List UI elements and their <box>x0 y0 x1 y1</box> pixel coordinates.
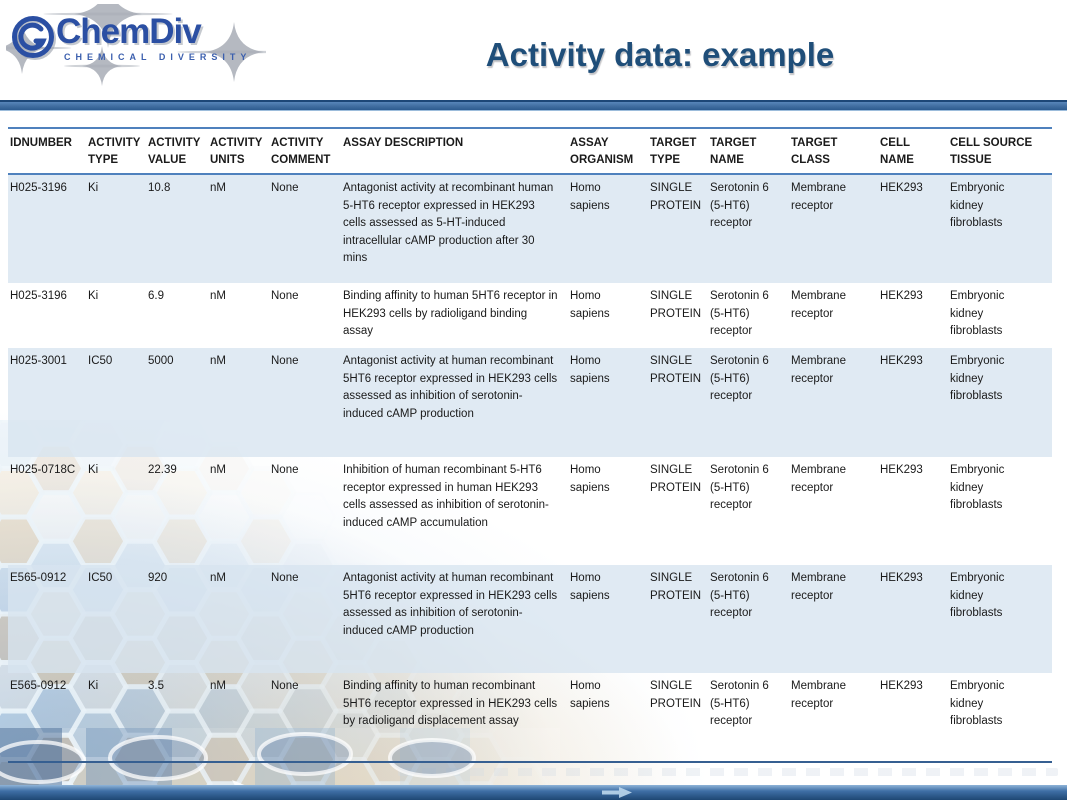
cell-assay_organism: Homo sapiens <box>570 464 610 494</box>
table-row <box>8 175 1052 283</box>
cell-activity_value: 3.5 <box>148 680 164 692</box>
logo-tagline: CHEMICAL DIVERSITY <box>64 52 252 62</box>
cell-activity_comment: None <box>271 182 299 194</box>
cell-activity_value: 6.9 <box>148 290 164 302</box>
cell-assay_organism: Homo sapiens <box>570 572 610 602</box>
cell-target_type: SINGLE PROTEIN <box>650 290 702 320</box>
column-header-activity_comment: ACTIVITY COMMENT <box>271 137 331 166</box>
cell-target_name: Serotonin 6 (5-HT6) receptor <box>710 572 769 619</box>
cell-target_type: SINGLE PROTEIN <box>650 464 702 494</box>
cell-activity_type: Ki <box>88 680 99 692</box>
cell-idnumber: E565-0912 <box>10 680 67 692</box>
cell-activity_type: IC50 <box>88 355 113 367</box>
column-header-activity_type: ACTIVITY TYPE <box>88 137 141 166</box>
cell-target_class: Membrane receptor <box>791 182 846 212</box>
table-row <box>8 565 1052 673</box>
logo-wordmark: ChemDiv <box>56 12 201 51</box>
cell-activity_value: 22.39 <box>148 464 177 476</box>
cell-assay_description: Antagonist activity at recombinant human 5-HT6 receptor expressed in HEK293 cells assessed as 5-HT-induced intracellular cAMP production after 30 mins <box>343 182 554 264</box>
cell-assay_description: Binding affinity to human recombinant 5HT6 receptor expressed in HEK293 cells by radioligand displacement assay <box>343 680 558 727</box>
cell-activity_value: 920 <box>148 572 168 584</box>
activity-table <box>8 127 1052 763</box>
cell-assay_organism: Homo sapiens <box>570 680 610 710</box>
chevron-right-icon <box>600 786 638 799</box>
cell-activity_value: 10.8 <box>148 182 171 194</box>
column-header-idnumber: IDNUMBER <box>10 137 72 149</box>
cell-activity_units: nM <box>210 464 226 476</box>
column-header-activity_value: ACTIVITY VALUE <box>148 137 201 166</box>
cell-assay_organism: Homo sapiens <box>570 182 610 212</box>
cell-assay_description: Antagonist activity at human recombinant 5HT6 receptor expressed in HEK293 cells assessed as inhibition of serotonin-induced cAMP production <box>343 355 558 420</box>
chemdiv-logo <box>6 4 266 100</box>
cell-idnumber: H025-3001 <box>10 355 67 367</box>
cell-cell_name: HEK293 <box>880 290 923 302</box>
cell-idnumber: H025-3196 <box>10 290 67 302</box>
cell-activity_comment: None <box>271 572 299 584</box>
cell-activity_comment: None <box>271 464 299 476</box>
cell-activity_comment: None <box>271 290 299 302</box>
table-row <box>8 348 1052 457</box>
column-header-activity_units: ACTIVITY UNITS <box>210 137 263 166</box>
cell-cell_source_tissue: Embryonic kidney fibroblasts <box>950 572 1005 619</box>
chemdiv-swirl-icon <box>10 14 56 60</box>
column-header-cell_name: CELL NAME <box>880 137 914 166</box>
cell-activity_units: nM <box>210 182 226 194</box>
cell-cell_name: HEK293 <box>880 464 923 476</box>
cell-cell_name: HEK293 <box>880 572 923 584</box>
table-row <box>8 457 1052 565</box>
table-row <box>8 673 1052 761</box>
cell-activity_type: Ki <box>88 182 99 194</box>
cell-target_class: Membrane receptor <box>791 680 846 710</box>
cell-cell_source_tissue: Embryonic kidney fibroblasts <box>950 680 1005 727</box>
cell-target_name: Serotonin 6 (5-HT6) receptor <box>710 182 769 229</box>
cell-idnumber: H025-3196 <box>10 182 67 194</box>
cell-target_class: Membrane receptor <box>791 290 846 320</box>
cell-target_class: Membrane receptor <box>791 572 846 602</box>
cell-activity_units: nM <box>210 355 226 367</box>
page-title: Activity data: example <box>485 36 835 73</box>
cell-activity_units: nM <box>210 572 226 584</box>
cell-target_name: Serotonin 6 (5-HT6) receptor <box>710 355 769 402</box>
cell-target_name: Serotonin 6 (5-HT6) receptor <box>710 680 769 727</box>
cell-cell_name: HEK293 <box>880 182 923 194</box>
cell-cell_name: HEK293 <box>880 680 923 692</box>
cell-assay_organism: Homo sapiens <box>570 290 610 320</box>
cell-activity_comment: None <box>271 680 299 692</box>
cell-assay_description: Binding affinity to human 5HT6 receptor in HEK293 cells by radioligand binding assay <box>343 290 558 337</box>
cell-target_class: Membrane receptor <box>791 355 846 385</box>
cell-target_class: Membrane receptor <box>791 464 846 494</box>
cell-target_type: SINGLE PROTEIN <box>650 355 702 385</box>
table-row <box>8 283 1052 348</box>
cell-activity_units: nM <box>210 290 226 302</box>
cell-cell_name: HEK293 <box>880 355 923 367</box>
cell-cell_source_tissue: Embryonic kidney fibroblasts <box>950 182 1005 229</box>
cell-target_type: SINGLE PROTEIN <box>650 182 702 212</box>
cell-activity_units: nM <box>210 680 226 692</box>
cell-assay_description: Antagonist activity at human recombinant 5HT6 receptor expressed in HEK293 cells assessed as inhibition of serotonin-induced cAMP production <box>343 572 558 637</box>
cell-target_type: SINGLE PROTEIN <box>650 572 702 602</box>
column-header-target_type: TARGET TYPE <box>650 137 697 166</box>
top-divider-bar <box>0 100 1067 111</box>
table-header-row <box>8 129 1052 175</box>
cell-activity_value: 5000 <box>148 355 174 367</box>
cell-assay_description: Inhibition of human recombinant 5-HT6 receptor expressed in human HEK293 cells assessed as inhibition of serotonin-induced cAMP accumulation <box>343 464 549 529</box>
cell-idnumber: H025-0718C <box>10 464 76 476</box>
cell-target_name: Serotonin 6 (5-HT6) receptor <box>710 290 769 337</box>
cell-target_name: Serotonin 6 (5-HT6) receptor <box>710 464 769 511</box>
column-header-assay_description: ASSAY DESCRIPTION <box>343 137 464 149</box>
column-header-assay_organism: ASSAY ORGANISM <box>570 137 634 166</box>
bottom-divider-bar <box>0 785 1067 800</box>
cell-activity_type: Ki <box>88 464 99 476</box>
column-header-target_class: TARGET CLASS <box>791 137 838 166</box>
cell-cell_source_tissue: Embryonic kidney fibroblasts <box>950 290 1005 337</box>
cell-activity_type: Ki <box>88 290 99 302</box>
cell-target_type: SINGLE PROTEIN <box>650 680 702 710</box>
cell-activity_type: IC50 <box>88 572 113 584</box>
cell-cell_source_tissue: Embryonic kidney fibroblasts <box>950 464 1005 511</box>
cell-assay_organism: Homo sapiens <box>570 355 610 385</box>
cell-cell_source_tissue: Embryonic kidney fibroblasts <box>950 355 1005 402</box>
cell-idnumber: E565-0912 <box>10 572 67 584</box>
column-header-cell_source_tissue: CELL SOURCE TISSUE <box>950 137 1033 166</box>
cell-activity_comment: None <box>271 355 299 367</box>
column-header-target_name: TARGET NAME <box>710 137 757 166</box>
